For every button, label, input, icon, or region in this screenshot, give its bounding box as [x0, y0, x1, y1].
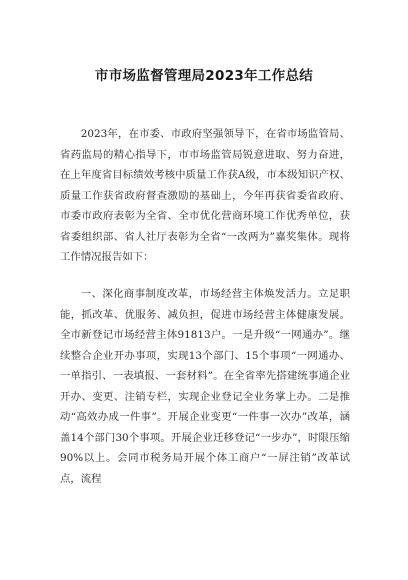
- paragraph-intro: 2023年，在市委、市政府坚强领导下，在省市场监管局、省药监局的精心指导下，市市场监管局锐意进取、努力奋进，在上年度省目标绩效考核中质量工作获A级，市本级知识产权、质量工作获省政府督查激励的基础上，今年再获省委省政府、市委市政府表彰为全省、全市优化营商环境工作优秀单位，获省委组织部、省人社厅表彰为全省“一改两为”嘉奖集体。现将工作情况报告如下：: [60, 128, 350, 263]
- paragraph-section-one: 一、深化商事制度改革，市场经营主体焕发活力。立足职能，抓改革、优服务、减负担，促进市场经营主体健康发展。全市新登记市场经营主体91813户。一是升级“一网通办”。继续整合企业开办事项，实现13个部门、15个事项“一网通办、一单指引、一表填报、一套材料”。在全省率先搭建统事通企业开办、变更、注销专栏，实现企业登记全业务掌上办。二是推动“高效办成一件事”。开展企业变更“一件事一次办”改革，涵盖14个部门30个事项。开展企业迁移登记“一步办”，时限压缩90%以上。会同市税务局开展个体工商户“一屏注销”改革试点，流程: [60, 288, 350, 485]
- document-title: 市市场监督管理局2023年工作总结: [94, 68, 314, 84]
